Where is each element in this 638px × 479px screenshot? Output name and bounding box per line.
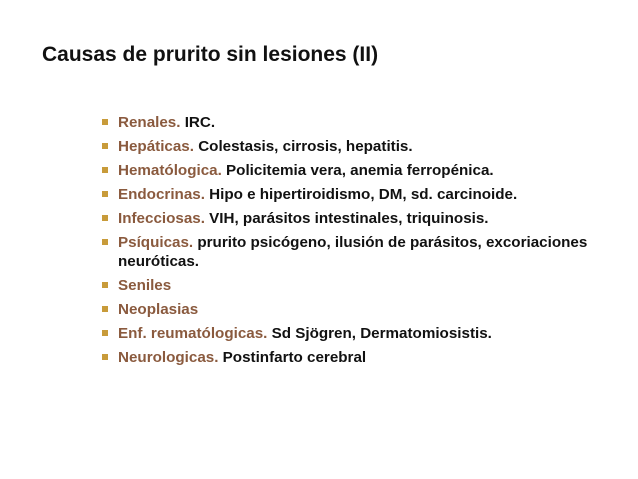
square-bullet-icon (102, 282, 108, 288)
cause-detail: Hipo e hipertiroidismo, DM, sd. carcinoide. (204, 186, 518, 203)
square-bullet-icon (102, 215, 108, 221)
square-bullet-icon (102, 143, 108, 149)
square-bullet-icon (102, 239, 108, 245)
square-bullet-icon (102, 119, 108, 125)
list-item (102, 161, 622, 180)
list-item (102, 276, 622, 295)
cause-category: Infecciosas. (118, 210, 205, 227)
cause-detail: Sd Sjögren, Dermatomiosistis. (267, 325, 492, 342)
list-item (102, 233, 622, 271)
cause-category: Neurologicas. (118, 349, 219, 366)
square-bullet-icon (102, 167, 108, 173)
bullet-list (102, 113, 622, 415)
cause-detail: IRC. (180, 114, 216, 131)
list-item (102, 209, 622, 228)
cause-detail: Colestasis, cirrosis, hepatitis. (193, 138, 413, 155)
cause-category: Enf. reumatólogicas. (118, 325, 268, 342)
list-item (102, 185, 622, 204)
cause-detail: Postinfarto cerebral (218, 349, 367, 366)
square-bullet-icon (102, 306, 108, 312)
square-bullet-icon (102, 191, 108, 197)
list-item (102, 137, 622, 156)
cause-category: Neoplasias (118, 301, 199, 318)
slide-title: Causas de prurito sin lesiones (II) (42, 43, 379, 66)
list-item (102, 113, 622, 132)
square-bullet-icon (102, 354, 108, 360)
cause-category: Renales. (118, 114, 181, 131)
list-item (102, 348, 622, 367)
cause-detail: prurito psicógeno, ilusión de parásitos, excoriaciones neuróticas. (118, 234, 588, 270)
cause-detail: VIH, parásitos intestinales, triquinosis. (204, 210, 489, 227)
cause-category: Psíquicas. (118, 234, 194, 251)
cause-category: Hematólogica. (118, 162, 222, 179)
cause-category: Hepáticas. (118, 138, 194, 155)
list-item (102, 300, 622, 319)
cause-detail: Policitemia vera, anemia ferropénica. (221, 162, 494, 179)
cause-category: Endocrinas. (118, 186, 205, 203)
square-bullet-icon (102, 330, 108, 336)
list-item (102, 324, 622, 343)
cause-category: Seniles (118, 277, 172, 294)
